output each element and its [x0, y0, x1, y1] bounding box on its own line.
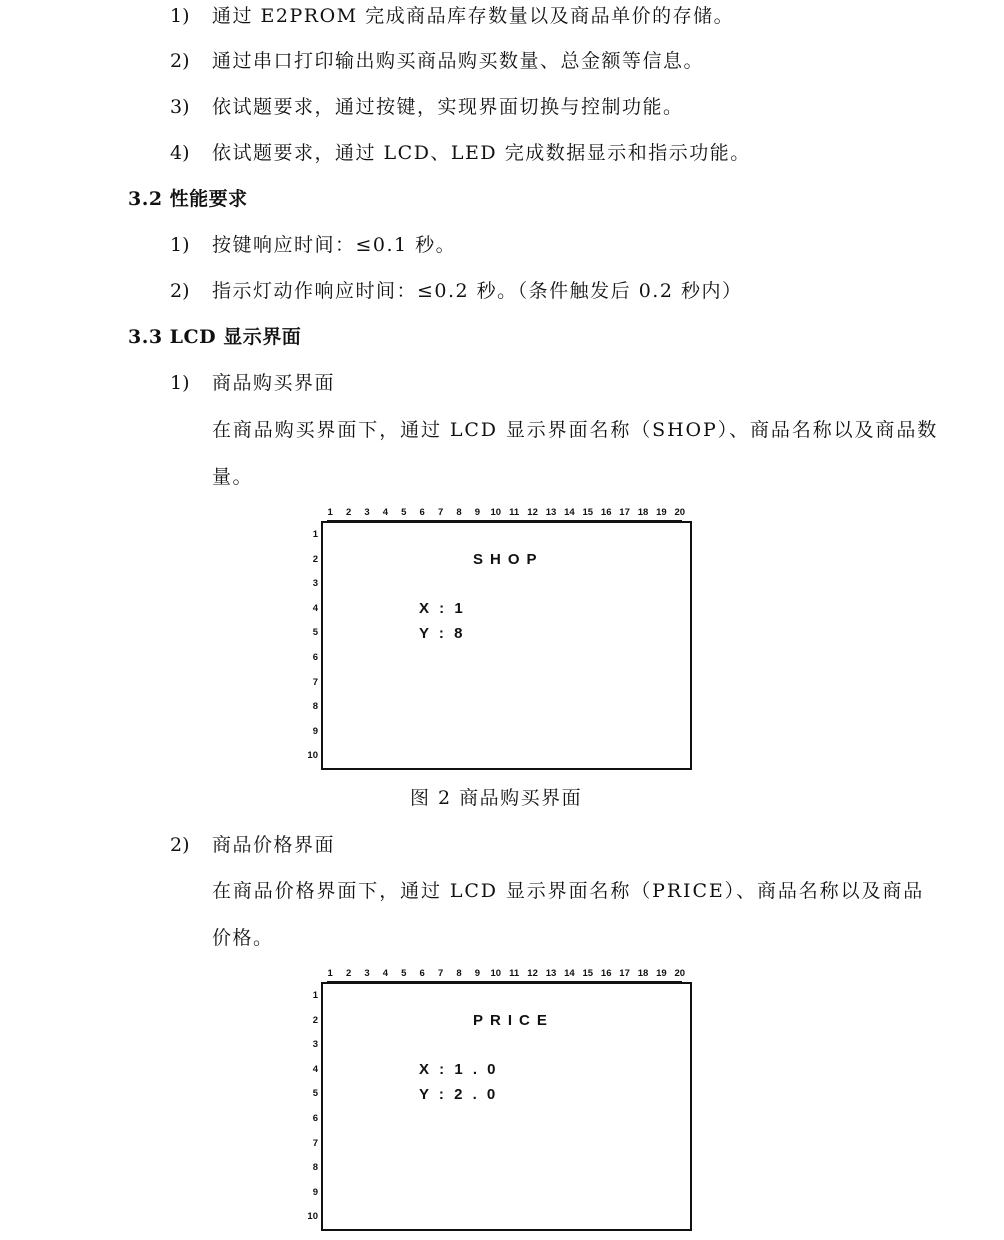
column-number: 14: [564, 507, 575, 518]
row-number: 5: [312, 1088, 318, 1100]
list-number: 2): [170, 50, 190, 72]
row-number: 6: [312, 1113, 318, 1124]
lcd-screen: [321, 521, 692, 770]
row-number: 4: [312, 1063, 318, 1075]
row-number: 6: [312, 652, 318, 663]
list-item-text: 依试题要求，通过 LCD、LED 完成数据显示和指示功能。: [212, 142, 751, 164]
column-numbers: [321, 968, 691, 982]
column-number: 9: [474, 968, 481, 979]
column-number: 8: [456, 507, 462, 518]
column-number: 10: [490, 968, 502, 979]
list-number: 1): [170, 372, 190, 394]
list-item-text: 通过串口打印输出购买商品购买数量、总金额等信息。: [212, 50, 705, 72]
lcd-screen: [321, 982, 692, 1231]
column-number: 5: [401, 507, 407, 518]
column-number: 9: [474, 507, 481, 518]
column-number: 15: [582, 968, 594, 979]
column-number: 7: [437, 968, 444, 979]
column-number: 12: [527, 507, 538, 518]
row-number: 4: [312, 602, 318, 614]
lcd-line-y: Y : 2 . 0: [419, 1086, 499, 1103]
column-number: 11: [509, 968, 520, 979]
column-number: 4: [382, 968, 389, 979]
row-number: 3: [312, 1039, 318, 1051]
lcd-title: PRICE: [473, 1012, 554, 1029]
lcd-line-x: X : 1: [419, 600, 466, 617]
column-number: 19: [656, 507, 667, 518]
row-number: 7: [312, 1137, 318, 1149]
list-number: 4): [170, 142, 190, 164]
column-number: 6: [419, 968, 425, 979]
row-number: 7: [312, 676, 318, 688]
row-number: 2: [312, 1014, 318, 1026]
column-number: 13: [545, 968, 557, 979]
row-number: 8: [312, 1162, 318, 1174]
column-number: 8: [456, 968, 462, 979]
column-number: 2: [345, 968, 352, 979]
list-item-text: 按键响应时间：≤0.1 秒。: [212, 234, 457, 256]
list-item-text: 指示灯动作响应时间：≤0.2 秒。（条件触发后 0.2 秒内）: [212, 280, 743, 302]
column-number: 1: [327, 507, 333, 518]
column-number: 5: [401, 968, 407, 979]
column-number: 1: [327, 968, 333, 979]
lcd-line-x: X : 1 . 0: [419, 1061, 499, 1078]
column-number: 19: [656, 968, 667, 979]
section-heading-lcd: 3.3 LCD 显示界面: [128, 326, 302, 348]
row-numbers: [300, 521, 320, 771]
lcd-figure-price: [300, 968, 700, 1238]
row-number: 10: [307, 1211, 318, 1223]
column-number: 12: [527, 968, 538, 979]
column-number: 15: [582, 507, 594, 518]
row-number: 2: [312, 553, 318, 565]
lcd-title: SHOP: [473, 551, 544, 568]
list-number: 2): [170, 834, 190, 856]
lcd-figure-shop: [300, 507, 700, 777]
row-number: 9: [312, 1186, 318, 1198]
row-number: 1: [312, 529, 318, 540]
row-number: 10: [307, 750, 318, 762]
column-numbers: [321, 507, 691, 521]
paragraph-line: 在商品购买界面下，通过 LCD 显示界面名称（SHOP）、商品名称以及商品数: [212, 419, 939, 441]
list-number: 3): [170, 96, 190, 118]
paragraph-line: 量。: [212, 466, 254, 488]
column-number: 20: [674, 968, 686, 979]
paragraph-line: 价格。: [212, 927, 274, 949]
column-number: 4: [382, 507, 389, 518]
column-number: 11: [509, 507, 520, 518]
column-number: 17: [619, 507, 630, 518]
column-number: 16: [600, 507, 612, 518]
column-number: 20: [674, 507, 686, 518]
lcd-line-y: Y : 8: [419, 625, 466, 642]
list-number: 1): [170, 234, 190, 256]
section-heading-performance: 3.2 性能要求: [128, 188, 248, 210]
row-number: 8: [312, 701, 318, 713]
column-number: 10: [490, 507, 502, 518]
column-number: 16: [600, 968, 612, 979]
row-number: 5: [312, 627, 318, 639]
figure-caption: 图 2 商品购买界面: [410, 787, 583, 809]
column-number: 3: [364, 968, 370, 979]
list-item-text: 通过 E2PROM 完成商品库存数量以及商品单价的存储。: [212, 5, 735, 27]
row-number: 9: [312, 725, 318, 737]
column-number: 18: [637, 968, 649, 979]
list-number: 2): [170, 280, 190, 302]
column-number: 18: [637, 507, 649, 518]
list-item-text: 依试题要求，通过按键，实现界面切换与控制功能。: [212, 96, 684, 118]
paragraph-line: 在商品价格界面下，通过 LCD 显示界面名称（PRICE）、商品名称以及商品: [212, 880, 925, 902]
column-number: 3: [364, 507, 370, 518]
column-number: 2: [345, 507, 352, 518]
column-number: 6: [419, 507, 425, 518]
row-number: 1: [312, 990, 318, 1001]
list-number: 1): [170, 5, 190, 27]
subsection-title-shop: 商品购买界面: [212, 372, 336, 394]
column-number: 17: [619, 968, 630, 979]
column-number: 13: [545, 507, 557, 518]
row-numbers: [300, 982, 320, 1232]
column-number: 14: [564, 968, 575, 979]
subsection-title-price: 商品价格界面: [212, 834, 336, 856]
column-number: 7: [437, 507, 444, 518]
row-number: 3: [312, 578, 318, 590]
